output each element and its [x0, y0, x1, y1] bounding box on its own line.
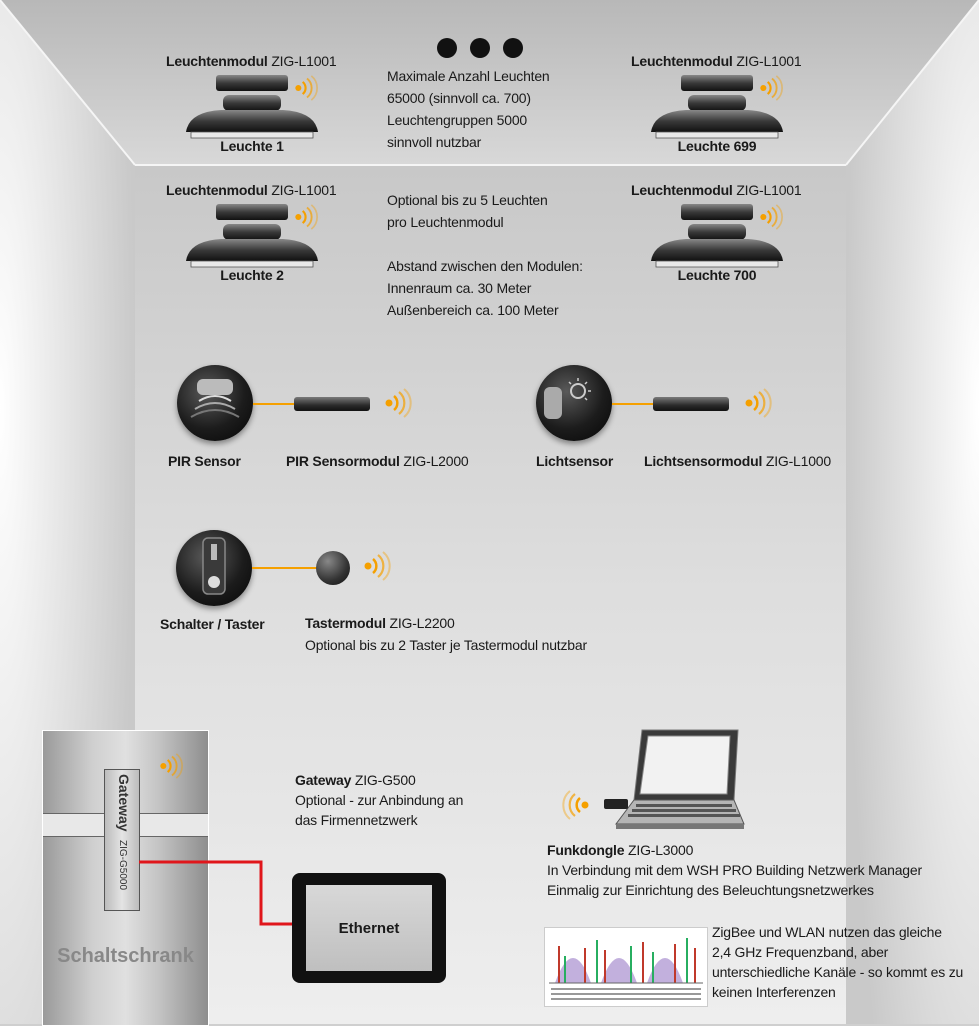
lamp-label-leuchte-2: Leuchte 2: [220, 267, 284, 283]
more-lamps-ellipsis: [437, 38, 536, 63]
ethernet-cable: [137, 860, 297, 940]
wireless-signal-icon: [759, 75, 785, 101]
pir-sensor-label: PIR Sensor: [168, 453, 241, 469]
gateway-device: [104, 769, 140, 911]
lamp-module-label-top-left: Leuchtenmodul ZIG-L1001: [166, 53, 337, 69]
zigbee-wlan-note: ZigBee und WLAN nutzen das gleiche 2,4 GHz Frequenzband, aber unterschiedliche Kanäle - so kommt es zu keinen Interferenzen: [712, 924, 964, 1000]
light-module-label: Lichtsensormodul ZIG-L1000: [644, 453, 831, 469]
switch-icon: [176, 530, 252, 606]
wireless-signal-icon: [294, 204, 320, 230]
switch-connection-wire: [252, 567, 320, 569]
wireless-signal-icon: [294, 75, 320, 101]
pir-sensor-icon: [177, 365, 253, 441]
info-module-options: Optional bis zu 5 Leuchten pro Leuchtenmodul Abstand zwischen den Modulen: Innenraum ca. 30 Meter Außenbereich ca. 100 Meter: [387, 192, 583, 318]
wireless-signal-icon: [560, 790, 590, 820]
ethernet-box: [292, 873, 446, 983]
laptop-icon: [606, 728, 746, 838]
ethernet-label: Ethernet: [306, 885, 432, 971]
wireless-signal-icon: [759, 204, 785, 230]
pir-module-label: PIR Sensormodul ZIG-L2000: [286, 453, 469, 469]
button-module-icon: [316, 551, 350, 585]
wireless-signal-icon: [744, 388, 774, 418]
gateway-description: Gateway ZIG-G500 Optional - zur Anbindung an das Firmennetzwerk: [295, 772, 464, 828]
lamp-label-leuchte-699: Leuchte 699: [677, 138, 757, 154]
frequency-spectrum-graphic: [544, 927, 708, 1007]
button-module-label: Tastermodul ZIG-L2200 Optional bis zu 2 Taster je Tastermodul nutzbar: [305, 615, 587, 653]
light-sensor-icon: [536, 365, 612, 441]
light-connection-wire: [612, 403, 654, 405]
info-max-lamps: Maximale Anzahl Leuchten 65000 (sinnvoll ca. 700) Leuchtengruppen 5000 sinnvoll nutzbar: [387, 68, 550, 150]
lamp-module-label-mid-left: Leuchtenmodul ZIG-L1001: [166, 182, 337, 198]
gateway-device-label: Gateway: [116, 774, 132, 832]
lamp-label-leuchte-1: Leuchte 1: [220, 138, 284, 154]
light-sensor-module-icon: [653, 397, 729, 411]
lamp-module-label-mid-right: Leuchtenmodul ZIG-L1001: [631, 182, 802, 198]
pir-connection-wire: [253, 403, 295, 405]
lamp-module-label-top-right: Leuchtenmodul ZIG-L1001: [631, 53, 802, 69]
switch-label: Schalter / Taster: [160, 616, 265, 632]
pir-sensor-module-icon: [294, 397, 370, 411]
wireless-signal-icon: [363, 551, 393, 581]
wireless-signal-icon: [159, 753, 185, 779]
dongle-icon: [604, 799, 628, 809]
wireless-signal-icon: [384, 388, 414, 418]
light-sensor-label: Lichtsensor: [536, 453, 614, 469]
dongle-description: Funkdongle ZIG-L3000 In Verbindung mit dem WSH PRO Building Netzwerk Manager Einmalig zur Einrichtung des Beleuchtungsnetzwerkes: [547, 842, 922, 898]
cabinet-label: Schaltschrank: [57, 945, 194, 967]
lamp-label-leuchte-700: Leuchte 700: [677, 267, 757, 283]
gateway-device-code: ZIG-G5000: [117, 840, 128, 891]
